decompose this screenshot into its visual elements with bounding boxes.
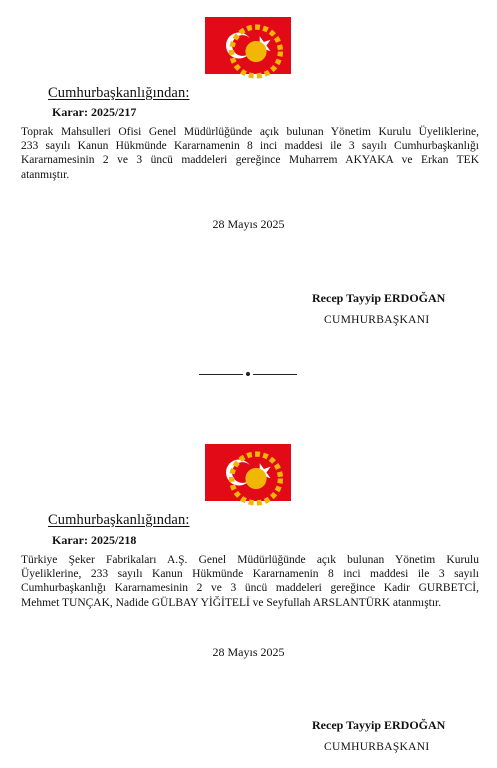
turkish-flag-icon <box>205 17 291 74</box>
text-line: Cumhurbaşkanlığı Kararnamesinin 2 ve 3 üncü maddeleri gereğince Kadir GURBETCİ, <box>21 582 479 595</box>
signature-title: CUMHURBAŞKANI <box>324 314 430 326</box>
text-line: atanmıştır. <box>21 168 70 181</box>
text-line: 233 sayılı Kanun Hükmünde Kararnamenin 8 inci maddesi ile 3 sayılı Cumhurbaşkanlığı <box>21 140 479 153</box>
section-separator <box>199 374 297 375</box>
decision-text <box>21 125 479 182</box>
presidential-seal-icon <box>213 450 299 507</box>
decision-number: Karar: 2025/218 <box>52 533 137 547</box>
text-line: Türkiye Şeker Fabrikaları A.Ş. Genel Müdürlüğünde açık bulunan Yönetim Kurulu <box>21 554 479 566</box>
decision-date: 28 Mayıs 2025 <box>212 645 285 659</box>
section-heading: Cumhurbaşkanlığından: <box>48 512 190 528</box>
section-heading: Cumhurbaşkanlığından: <box>48 85 190 101</box>
signature-name: Recep Tayyip ERDOĞAN <box>312 718 446 732</box>
text-line: Kararnamesinin 2 ve 3 üncü maddeleri gereğince Muharrem AKYAKA ve Erkan TEK <box>21 154 479 167</box>
presidential-seal-icon <box>213 23 299 80</box>
text-line: Üyeliklerine, 233 sayılı Kanun Hükmünde Kararnamenin 8 inci maddesi ile 3 sayılı <box>21 568 479 581</box>
decision-number: Karar: 2025/217 <box>52 105 137 119</box>
signature-name: Recep Tayyip ERDOĞAN <box>312 291 446 305</box>
signature-title: CUMHURBAŞKANI <box>324 741 430 753</box>
separator-dot-icon <box>246 372 250 376</box>
decision-text <box>21 553 479 610</box>
text-line: Toprak Mahsulleri Ofisi Genel Müdürlüğünde açık bulunan Yönetim Kurulu Üyeliklerine, <box>21 126 479 138</box>
text-line: Mehmet TUNÇAK, Nadide GÜLBAY YİĞİTELİ ve Seyfullah ARSLANTÜRK atanmıştır. <box>21 596 442 609</box>
decision-date: 28 Mayıs 2025 <box>212 217 285 231</box>
turkish-flag-icon <box>205 444 291 501</box>
